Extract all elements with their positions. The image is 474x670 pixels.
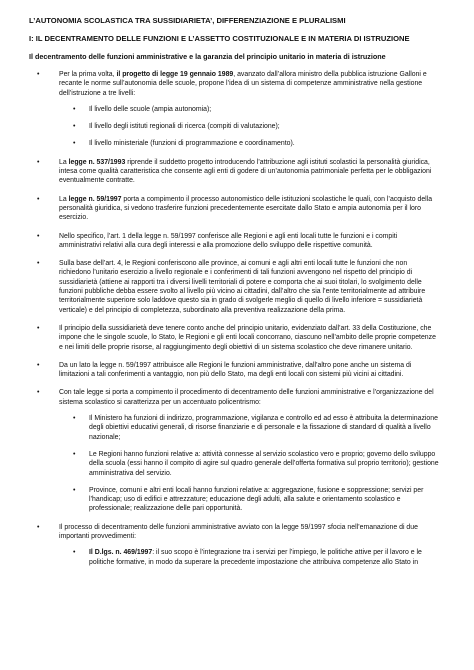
- list-item-2: • La legge n. 537/1993 riprende il suddetto progetto introducendo l’attribuzione agli istituti scolastici la personalità giuridica, intesa come qualità caratteristica che consente agli enti di godere di un’autonomia patrimoniale perfetta per le obbligazioni eventualmente contratte.: [29, 158, 440, 186]
- list-item-3: • La legge n. 59/1997 porta a compimento il processo autonomistico delle istituzioni scolastiche le quali, con l’acquisto della personalità giuridica, si vedono trasferire funzioni precedentemente esercitate dallo Stato e ampia autonomia per il loro esercizio.: [29, 195, 440, 223]
- list-item-6: • Il principio della sussidiarietà deve tenere conto anche del principio unitario, evidenziato dall’art. 33 della Costituzione, che impone che le singole scuole, lo Stato, le Regioni e gli enti locali concorrano, ciascuno nell’ambito delle proprie competenze e nei limiti delle proprie risorse, al raggiungimento degli obiettivi di un sistema scolastico che deve rimanere unitario.: [29, 324, 440, 352]
- list-item-7: • Da un lato la legge n. 59/1997 attribuisce alle Regioni le funzioni amministrative, dall’altro pone anche un sistema di limitazioni a tali conferimenti a vantaggio, non più dello Stato, ma degli enti locali con sistemi più vicini ai cittadini.: [29, 361, 440, 380]
- list-item-8: • Con tale legge si porta a compimento il procedimento di decentramento delle funzioni amministrative e l’organizzazione del sistema scolastico si caratterizza per un accentuato policentrismo: • Il Ministero ha funzioni di indirizzo, programmazione, vigilanza e controllo ed ad esso è attribuita la determinazione degli obiettivi educativi generali, di risorse finanziarie e di personale e la fissazione di standard di qualità a livello nazionale; • Le Regioni hanno funzioni relative a: attività connesse al servizio scolastico vero e proprio; governo dello sviluppo della scuola (essi hanno il compito di agire sul quadro generale dell’offerta formativa sul proprio territorio); gestione amministrativa del servizio. • Province, comuni e altri enti locali hanno funzioni relative a: aggregazione, fusione e soppressione; servizi per l’handicap; uso di edifici e attrezzature; educazione degli adulti, alla salute e orientamento scolastico e professionale; realizzazione delle pari opportunità.: [29, 388, 440, 513]
- sub-item: • Il livello degli istituti regionali di ricerca (compiti di valutazione);: [59, 122, 440, 131]
- sub-item: • Le Regioni hanno funzioni relative a: attività connesse al servizio scolastico vero e proprio; governo dello sviluppo della scuola (essi hanno il compito di agire sul quadro generale dell’offerta formativa sul proprio territorio); gestione amministrativa del servizio.: [59, 450, 440, 478]
- emphasis: Il D.lgs. n. 469/1997: [89, 549, 153, 557]
- document-title: L’AUTONOMIA SCOLASTICA TRA SUSSIDIARIETA’, DIFFERENZIAZIONE E PLURALISMI: [29, 16, 346, 25]
- sub-item: • Il livello delle scuole (ampia autonomia);: [59, 105, 440, 114]
- list-item-1: • Per la prima volta, il progetto di legge 19 gennaio 1989, avanzato dall’allora ministro della pubblica istruzione Galloni e recante le norme sull’autonomia delle scuole, propone l’idea di un sistema di competenze amministrative nella gestione dell’istruzione a tre livelli: • Il livello delle scuole (ampia autonomia); • Il livello degli istituti regionali di ricerca (compiti di valutazione); • Il livello ministeriale (funzioni di programmazione e coordinamento).: [29, 70, 440, 149]
- sub-list-provvedimenti: [59, 548, 440, 567]
- sub-item: • Il D.lgs. n. 469/1997: il suo scopo è l’integrazione tra i servizi per l’impiego, le politiche attive per il lavoro e le politiche formative, in modo da superare la precedente impostazione che attribuiva competenze allo Stato in: [59, 548, 440, 567]
- section-heading: I: IL DECENTRAMENTO DELLE FUNZIONI E L’ASSETTO COSTITUZIONALE E IN MATERIA DI ISTRUZIONE: [29, 34, 410, 43]
- main-list: [29, 70, 440, 567]
- list-item-4: • Nello specifico, l’art. 1 della legge n. 59/1997 conferisce alle Regioni e agli enti locali tutte le funzioni e i compiti amministrativi relativi alla cura degli interessi e alla promozione dello sviluppo delle rispettive comunità.: [29, 232, 440, 251]
- list-item-9: • Il processo di decentramento delle funzioni amministrative avviato con la legge 59/1997 sfocia nell’emanazione di due importanti provvedimenti: • Il D.lgs. n. 469/1997: il suo scopo è l’integrazione tra i servizi per l’impiego, le politiche attive per il lavoro e le politiche formative, in modo da superare la precedente impostazione che attribuiva competenze allo Stato in: [29, 523, 440, 567]
- sub-item: • Il livello ministeriale (funzioni di programmazione e coordinamento).: [59, 139, 440, 148]
- emphasis: legge n. 537/1993: [68, 158, 126, 166]
- sub-list-levels: [59, 105, 440, 149]
- subsection-heading: Il decentramento delle funzioni amministrative e la garanzia del principio unitario in materia di istruzione: [29, 52, 386, 61]
- list-item-5: • Sulla base dell’art. 4, le Regioni conferiscono alle province, ai comuni e agli altri enti locali tutte le funzioni che non richiedono l’unitario esercizio a livello regionale e i conferimenti di tali funzioni avvengono nel rispetto del principio di sussidiarietà (attiene ai rapporti tra i diversi livelli territoriali di potere e comporta che ai suoi titolari, lo svolgimento delle funzioni pubbliche debba essere svolto al livello più vicino ai cittadini, dall’altro che sia l’ente territorialmente ad attribuire territorialmente superiore solo laddove questo sia in grado di svolgerle meglio di quello di livello inferiore = sussidiarietà verticale) e del principio di completezza, subordinato alla preventiva realizzazione della prima.: [29, 259, 440, 315]
- sub-item: • Il Ministero ha funzioni di indirizzo, programmazione, vigilanza e controllo ed ad esso è attribuita la determinazione degli obiettivi educativi generali, di risorse finanziarie e di personale e la fissazione di standard di qualità a livello nazionale;: [59, 414, 440, 442]
- sub-item: • Province, comuni e altri enti locali hanno funzioni relative a: aggregazione, fusione e soppressione; servizi per l’handicap; uso di edifici e attrezzature; educazione degli adulti, alla salute e orientamento scolastico e professionale; realizzazione delle pari opportunità.: [59, 486, 440, 514]
- emphasis: il progetto di legge 19 gennaio 1989: [116, 71, 234, 78]
- emphasis: legge n. 59/1997: [68, 195, 122, 203]
- sub-list-policentrismo: [59, 414, 440, 514]
